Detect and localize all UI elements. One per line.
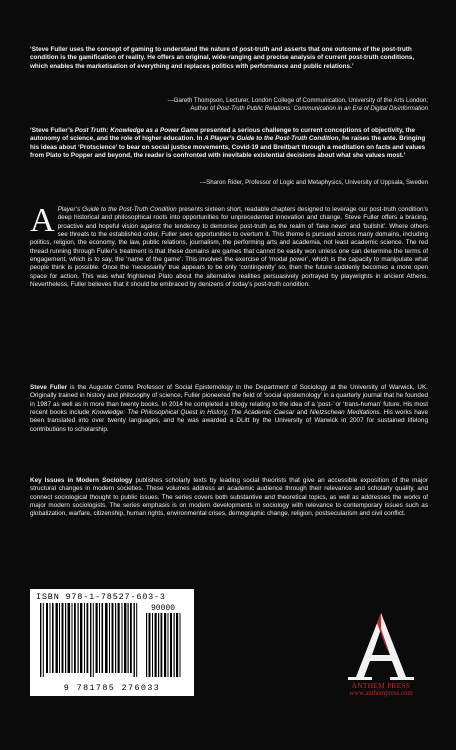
isbn-barcode <box>30 589 194 696</box>
author-bio: Steve Fuller is the Auguste Comte Professor of Social Epistemology in the Department of Sociology at the University of Warwick, UK. Originally trained in history and philosophy of science, Fuller pioneered the field of ‘social epistemology’ in a quarterly journal that he founded in 1987 as well as in more than twenty books. In 2014 he completed a trilogy relating to the idea of a ‘post-’ or ‘trans-human’ future. His most recent books include Knowledge: The Philosophical Quest in History, The Academic Caesar and Nietzschean Meditations. His works have been translated into over twenty languages, and he was awarded a DLitt by the University of Warwick in 2007 for sustained lifelong contributions to scholarship. <box>30 384 428 433</box>
barcode-bars <box>36 603 188 683</box>
endorsement-attribution-2: —Sharon Rider, Professor of Logic and Metaphysics, University of Uppsala, Sweden <box>200 179 428 186</box>
anthem-a-logo-icon <box>344 611 418 681</box>
publisher-name: ANTHEM PRESS <box>351 681 411 690</box>
publisher-url[interactable]: www.anthempress.com <box>349 690 413 697</box>
series-name: Key Issues in Modern Sociology <box>30 477 133 484</box>
isbn-digits: 9 781785 276033 <box>63 683 161 693</box>
book-description: A Player’s Guide to the Post-Truth Condition presents sixteen short, readable chapters designed to leverage our post-truth condition’s deep historical and philosophical roots into opportunities for unprecedented innovation and change. Steve Fuller offers a bracing, proactive and hopeful vision against the tendency to demonise post-truth as the realm of ‘fake news’ and ‘bullshit’. Where others see threats to the established order, Fuller sees opportunities to overturn it. This theme is pursued across many domains, including politics, religion, the economy, the law, public relations, journalism, the performing arts and academia, not least academic science. The red thread running through Fuller’s treatment is that these domains are games that cannot be easily won unless one can determine the terms of engagement, which is to say, the ‘name of the game’. This involves the exercise of ‘modal power’, which is the capacity to manipulate what people think is possible. Once the ‘necessarily’ true appears to be only ‘contingently’ so, then the future suddenly becomes a more open space for action. This was what frightened Plato about the alternative realities persuasively portrayed by playwrights in ancient Athens. Nevertheless, Fuller believes that it should be embraced by denizens of today’s post-truth condition. <box>30 202 429 289</box>
barcode-addon: 90000 <box>150 604 176 613</box>
isbn-label: ISBN 978-1-78527-603-3 <box>36 592 166 602</box>
series-description: Key Issues in Modern Sociology publishes scholarly texts by leading social theorists that give an accessible exposition of the major structural changes in modern societies. These volumes address an academic audience through their relevance and scholarly quality, and connect sociological thought to public issues. The series covers both substantive and theoretical topics, as well as addresses the works of major modern sociologists. The series emphasis is on modern developments in sociology with relevance to contemporary issues such as globalization, warfare, citizenship, human rights, environmental crises, demographic change, religion, postsecularism and civil conflict. <box>30 477 429 518</box>
endorsement-quote-1: ‘Steve Fuller uses the concept of gaming to understand the nature of post-truth and asserts that one outcome of the post-truth condition is the gamification of reality. He offers an original, wide-ranging and precise analysis of current post-truth conditions, which enables the marketisation of everything and replaces politics with performance and public relations.’ <box>30 46 415 70</box>
author-name: Steve Fuller <box>30 384 68 391</box>
drop-cap: A <box>30 202 55 239</box>
endorsement-quote-2: ‘Steve Fuller’s Post Truth: Knowledge as a Power Game presented a serious challenge to current conceptions of objectivity, the autonomy of science, and the role of higher education. In A Player’s Guide to the Post-Truth Condition, he raises the ante. Bringing his ideas about ‘Protscience’ to bear on social justice movements, Covid-19 and Breitbart through a meditation on facts and values from Plato to Popper and beyond, the reader is confronted with inevitable existential decisions about what she values most.’ <box>30 127 426 159</box>
endorsement-attribution-1: —Gareth Thompson, Lecturer, London College of Communication, University of the Arts London; Author of Post-Truth Public Relations: Communication in an Era of Digital Disinformation <box>167 97 428 113</box>
book-title: Player’s Guide to the Post-Truth Condition <box>57 206 177 213</box>
